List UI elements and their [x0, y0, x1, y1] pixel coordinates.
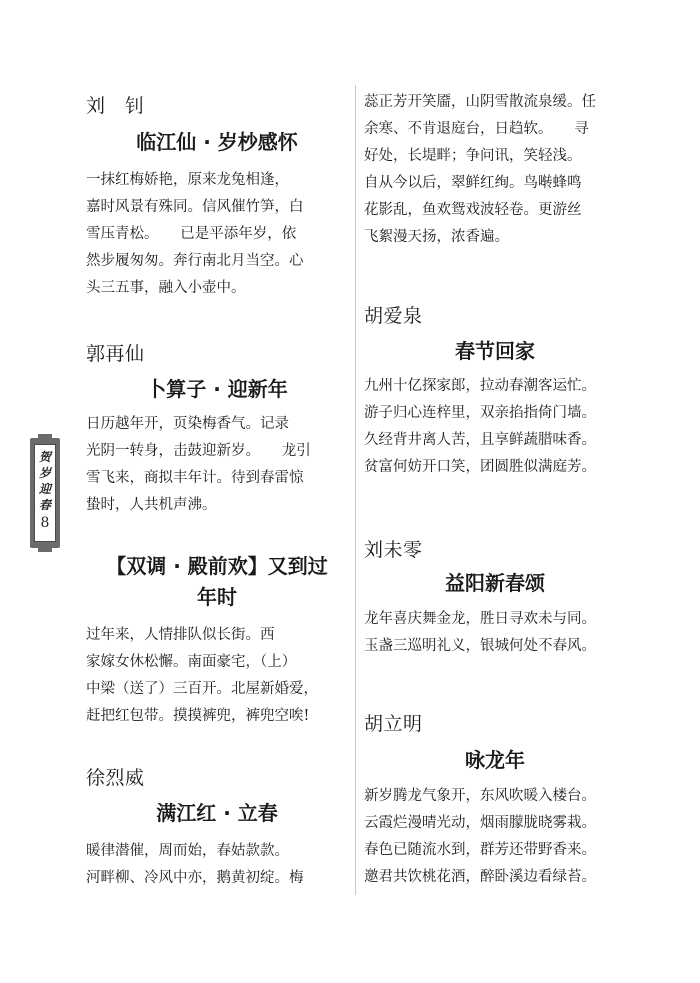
- poem-line: 雪飞来，商拟丰年计。待到春雷惊: [86, 470, 304, 486]
- poem-line: 久经背井离人苦，且享鲜蔬腊味香。: [364, 432, 596, 448]
- poem-line: 蛰时，人共机声沸。: [86, 497, 217, 513]
- poem-author: 刘 钊: [86, 95, 145, 117]
- poem-line: 然步履匆匆。奔行南北月当空。心: [86, 253, 304, 269]
- poem-title: 临江仙 · 岁杪感怀: [136, 130, 298, 154]
- side-char: 贺: [38, 450, 51, 464]
- column-divider: [355, 85, 356, 895]
- poem-line: 九州十亿探家郎，拉动春潮客运忙。: [364, 378, 596, 394]
- poem-line: 花影乱，鱼欢鸳戏波轻卷。更游丝: [364, 202, 582, 218]
- poem-title: 春节回家: [455, 339, 535, 363]
- poem-line: 蕊正芳开笑靥，山阴雪散流泉缓。任: [364, 94, 596, 110]
- poem-title: 卜算子 · 迎新年: [146, 377, 288, 401]
- poem-title: 【双调 · 殿前欢】又到过: [106, 554, 328, 578]
- poem-line: 日历越年开，页染梅香气。记录: [86, 416, 289, 432]
- poem-line: 好处，长堤畔；争问讯，笑轻浅。: [364, 148, 582, 164]
- poem-line: 游子归心连梓里，双亲掐指倚门墙。: [364, 405, 596, 421]
- poem-line: 贫富何妨开口笑，团圆胜似满庭芳。: [364, 459, 596, 475]
- poem-author: 胡爱泉: [364, 305, 423, 327]
- poem-line: 飞絮漫天扬，浓香遍。: [364, 229, 509, 245]
- poem-line: 余寒、不肯退庭台，日趋软。 寻: [364, 121, 589, 137]
- poem-line: 新岁腾龙气象开，东风吹暖入楼台。: [364, 788, 596, 804]
- poem-title: 益阳新春颂: [445, 571, 545, 595]
- side-tab: [30, 438, 60, 548]
- poem-line: 春色已随流水到，群芳还带野香来。: [364, 842, 596, 858]
- poem-line: 嘉时风景有殊同。信风催竹笋，白: [86, 199, 304, 215]
- poem-title: 满江红 · 立春: [156, 801, 278, 825]
- side-char: 岁: [38, 466, 51, 480]
- poem-author: 郭再仙: [86, 343, 145, 365]
- side-tab-title: [35, 449, 55, 513]
- poem-line: 暖律潜催，周而始，春姑款款。: [86, 843, 289, 859]
- side-char: 春: [38, 498, 51, 512]
- poem-author: 刘未零: [364, 539, 423, 561]
- poem-line: 一抹红梅娇艳，原来龙兔相逢，: [86, 172, 289, 188]
- poem-line: 邀君共饮桃花酒，醉卧溪边看绿苔。: [364, 869, 596, 885]
- poem-title: 咏龙年: [465, 748, 525, 772]
- poem-author: 徐烈威: [86, 767, 145, 789]
- poem-line: 过年来，人情排队似长街。西: [86, 627, 275, 643]
- poem-title-continued: 年时: [197, 585, 237, 609]
- side-char: 迎: [38, 482, 51, 496]
- side-tab-inner: [34, 444, 56, 542]
- poem-author: 胡立明: [364, 713, 423, 735]
- poem-line: 头三五事，融入小壶中。: [86, 280, 246, 296]
- poem-line: 光阴一转身，击鼓迎新岁。 龙引: [86, 443, 311, 459]
- poem-line: 自从今以后，翠鲜红绚。鸟啭蜂鸣: [364, 175, 582, 191]
- poem-line: 龙年喜庆舞金龙，胜日寻欢未与同。: [364, 611, 596, 627]
- poem-line: 中梁（送了）三百开。北屋新婚爱，: [86, 681, 318, 697]
- poem-line: 玉盏三巡明礼义，银城何处不春风。: [364, 638, 596, 654]
- page-number: 8: [40, 515, 50, 531]
- poem-line: 雪压青松。 已是平添年岁，依: [86, 226, 297, 242]
- poem-line: 河畔柳、冷风中亦，鹅黄初绽。梅: [86, 870, 304, 886]
- poem-line: 云霞烂漫晴光动，烟雨朦胧晓雾栽。: [364, 815, 596, 831]
- poem-line: 家嫁女休松懈。南面豪宅，（上）: [86, 654, 297, 670]
- poem-line: 赶把红包带。摸摸裤兜，裤兜空唉!: [86, 708, 310, 724]
